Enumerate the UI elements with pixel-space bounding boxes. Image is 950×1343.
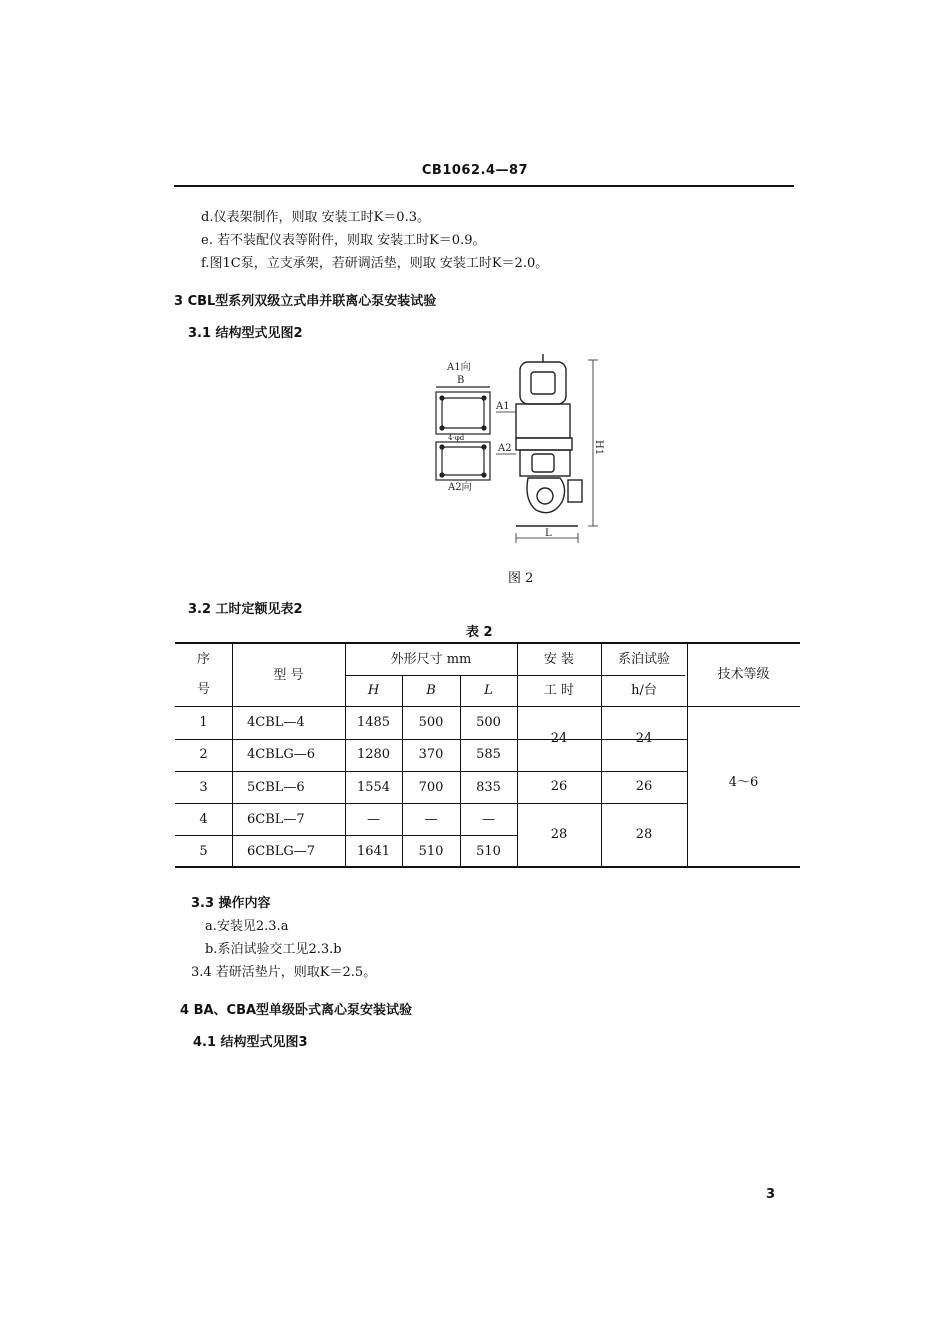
row-2-b: 370	[418, 747, 444, 762]
test-row-3: 26	[635, 779, 653, 794]
install-rows-1-2: 24	[550, 731, 568, 746]
col-seq-top: 序	[196, 652, 210, 667]
row-2-h: 1280	[356, 747, 391, 762]
row-3-l: 835	[476, 780, 501, 795]
figure-label-a2dir: A2向	[448, 482, 472, 493]
row-3-seq: 3	[199, 780, 208, 795]
test-rows-4-5: 28	[635, 827, 653, 842]
figure-label-b: B	[457, 375, 465, 386]
row-4-l: —	[482, 812, 495, 827]
grade-all-rows: 4～6	[728, 775, 759, 790]
figure-label-inner: 4-φd	[448, 434, 465, 442]
row-1-h: 1485	[356, 715, 391, 730]
page-number: 3	[765, 1187, 775, 1202]
row-5-b: 510	[418, 844, 444, 859]
test-rows-1-2: 24	[635, 731, 653, 746]
section-3-3-heading: 3.3 操作内容	[191, 896, 271, 911]
figure-2-caption: 图 2	[508, 571, 534, 586]
col-h: H	[367, 683, 380, 698]
col-model: 型 号	[273, 668, 304, 683]
section-3-1-heading: 3.1 结构型式见图2	[188, 326, 303, 341]
figure-label-a2: A2	[498, 443, 512, 454]
row-3-h: 1554	[356, 780, 391, 795]
install-rows-4-5: 28	[550, 827, 568, 842]
row-4-seq: 4	[199, 812, 208, 827]
row-5-model: 6CBLG—7	[247, 844, 316, 859]
row-1-seq: 1	[199, 715, 208, 730]
row-1-l: 500	[476, 715, 501, 730]
figure-2-drawing	[428, 350, 608, 550]
figure-label-a1: A1	[496, 401, 510, 412]
section-3-4-text: 3.4 若研活垫片，则取K＝2.5。	[191, 965, 377, 980]
item-d: d.仪表架制作，则取 安装工时K＝0.3。	[201, 210, 430, 225]
section-4-heading: 4 BA、CBA型单级卧式离心泵安装试验	[180, 1003, 413, 1018]
col-seq-bottom: 号	[196, 682, 210, 697]
col-grade: 技术等级	[717, 667, 770, 682]
section-4-1-heading: 4.1 结构型式见图3	[193, 1035, 308, 1050]
section-3-heading: 3 CBL型系列双级立式串并联离心泵安装试验	[174, 294, 437, 309]
row-1-model: 4CBL—4	[247, 715, 305, 730]
row-3-b: 700	[418, 780, 444, 795]
col-b: B	[426, 683, 436, 698]
figure-label-a1dir: A1向	[447, 362, 471, 373]
section-3-2-heading: 3.2 工时定额见表2	[188, 602, 303, 617]
col-install-bottom: 工 时	[543, 683, 575, 698]
row-2-seq: 2	[199, 747, 208, 762]
row-4-b: —	[424, 812, 438, 827]
row-5-seq: 5	[199, 844, 208, 859]
row-4-model: 6CBL—7	[247, 812, 305, 827]
col-test-top: 系泊试验	[617, 652, 670, 667]
row-2-model: 4CBLG—6	[247, 747, 316, 762]
row-2-l: 585	[476, 747, 501, 762]
table-2	[175, 642, 800, 868]
install-row-3: 26	[550, 779, 568, 794]
doc-code: CB1062.4—87	[421, 163, 529, 178]
header-rule	[174, 185, 794, 187]
col-test-bottom: h/台	[631, 683, 657, 698]
table-2-title: 表 2	[466, 625, 493, 640]
row-1-b: 500	[418, 715, 444, 730]
row-5-l: 510	[476, 844, 501, 859]
col-l: L	[484, 683, 493, 698]
item-e: e. 若不装配仪表等附件，则取 安装工时K＝0.9。	[201, 233, 486, 248]
col-dims: 外形尺寸 mm	[390, 652, 472, 667]
item-3-3-b: b.系泊试验交工见2.3.b	[205, 942, 342, 957]
row-4-h: —	[367, 812, 380, 827]
row-3-model: 5CBL—6	[247, 780, 305, 795]
col-install-top: 安 装	[543, 652, 575, 667]
item-f: f.图1C泵，立支承架，若研调活垫，则取 安装工时K＝2.0。	[201, 256, 549, 271]
row-5-h: 1641	[356, 844, 391, 859]
figure-label-l: L	[545, 528, 552, 539]
item-3-3-a: a.安装见2.3.a	[205, 919, 289, 934]
figure-label-h1: H1	[593, 440, 604, 456]
